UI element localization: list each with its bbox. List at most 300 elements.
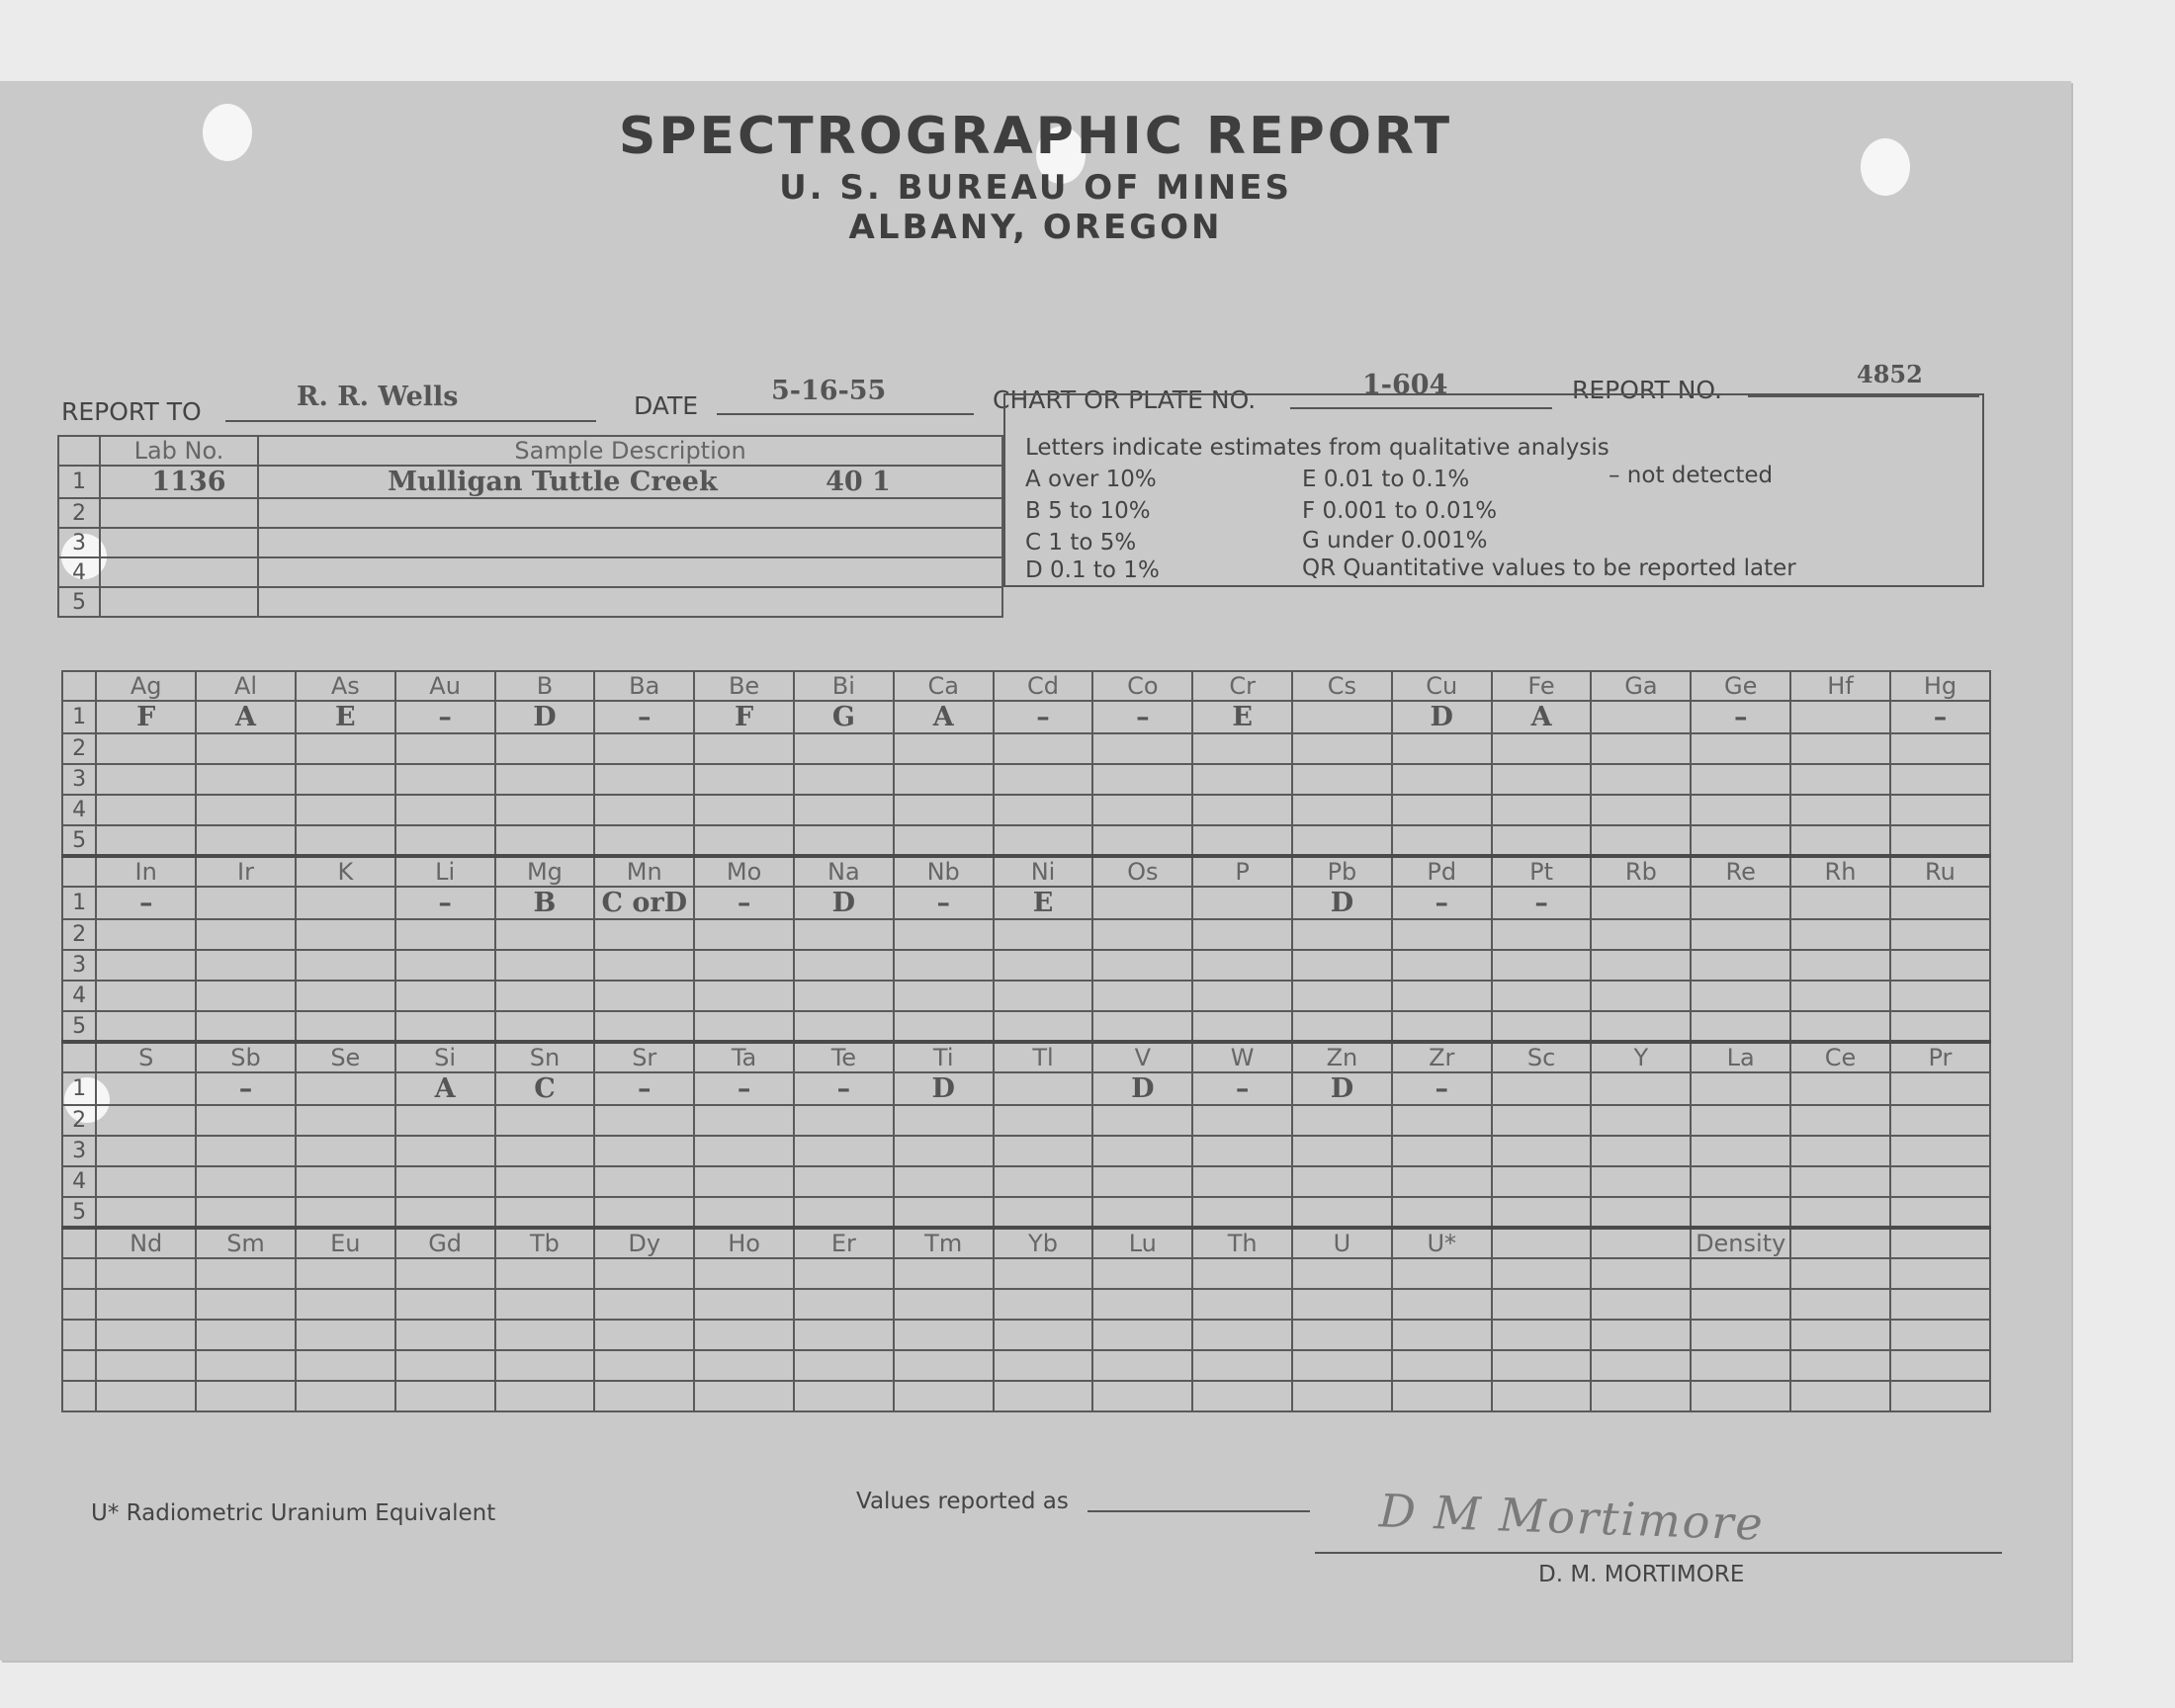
row-number: 2 [62, 919, 96, 950]
element-estimate-cell [1691, 1197, 1790, 1228]
agency-name: U. S. BUREAU OF MINES [779, 168, 1292, 208]
element-estimate-cell: F [694, 701, 794, 733]
element-symbol-header: La [1691, 1042, 1790, 1072]
element-symbol-header: Mn [594, 856, 694, 887]
element-estimate-cell: E [1192, 701, 1292, 733]
element-estimate-cell [196, 1011, 296, 1042]
element-symbol-header: Cd [994, 671, 1093, 701]
element-data-row [62, 733, 1990, 764]
element-estimate-cell [1092, 919, 1192, 950]
element-estimate-cell [495, 1136, 595, 1166]
element-estimate-cell: – [1492, 887, 1592, 919]
element-estimate-cell [694, 1197, 794, 1228]
element-estimate-cell [594, 1289, 694, 1320]
element-estimate-cell: – [395, 887, 495, 919]
element-estimate-cell [1292, 764, 1392, 795]
row-number-header [62, 671, 96, 701]
element-symbol-header: Re [1691, 856, 1790, 887]
element-estimate-cell [994, 950, 1093, 981]
element-estimate-cell: – [96, 887, 196, 919]
element-estimate-cell [96, 1289, 196, 1320]
element-symbol-header: V [1092, 1042, 1192, 1072]
element-estimate-cell [196, 1197, 296, 1228]
element-estimate-cell [1691, 1350, 1790, 1381]
element-estimate-cell [894, 825, 994, 856]
element-estimate-cell [1092, 1105, 1192, 1136]
element-estimate-cell [395, 764, 495, 795]
element-estimate-cell [296, 764, 395, 795]
element-symbol-header: Ni [994, 856, 1093, 887]
element-estimate-cell [794, 1289, 894, 1320]
element-symbol-header: Bi [794, 671, 894, 701]
element-symbol-header: Al [196, 671, 296, 701]
element-estimate-cell [794, 1258, 894, 1289]
element-data-row [62, 1136, 1990, 1166]
element-data-row [62, 701, 1990, 733]
element-estimate-cell [1691, 1136, 1790, 1166]
element-estimate-cell [1890, 1166, 1990, 1197]
element-estimate-cell [994, 825, 1093, 856]
element-estimate-cell [296, 1350, 395, 1381]
element-estimate-cell [1890, 1381, 1990, 1411]
element-estimate-cell [1092, 733, 1192, 764]
element-estimate-cell [495, 950, 595, 981]
element-estimate-cell [894, 1350, 994, 1381]
element-estimate-cell [794, 733, 894, 764]
element-estimate-cell [994, 1350, 1093, 1381]
element-estimate-cell [1591, 1258, 1691, 1289]
element-estimate-cell [1192, 825, 1292, 856]
element-estimate-cell [1092, 1320, 1192, 1350]
element-estimate-cell [395, 795, 495, 825]
element-estimate-cell [694, 1258, 794, 1289]
element-estimate-cell [1890, 981, 1990, 1011]
element-symbol-header: Yb [994, 1228, 1093, 1258]
element-symbol-header: Pd [1392, 856, 1492, 887]
element-estimate-cell [1192, 1136, 1292, 1166]
element-symbol-header [1890, 1228, 1990, 1258]
element-estimate-cell [594, 825, 694, 856]
element-estimate-cell [894, 950, 994, 981]
element-estimate-cell [1890, 1258, 1990, 1289]
lab-no-cell [100, 498, 258, 528]
element-estimate-cell [1790, 733, 1890, 764]
element-estimate-cell [694, 1166, 794, 1197]
element-estimate-cell [1492, 733, 1592, 764]
legend-a: A over 10% [1025, 467, 1157, 492]
element-estimate-cell [694, 825, 794, 856]
element-symbol-header: U [1292, 1228, 1392, 1258]
element-estimate-cell [1591, 1072, 1691, 1105]
element-symbol-header: Ru [1890, 856, 1990, 887]
element-estimate-cell [1392, 1258, 1492, 1289]
element-symbol-header: Cs [1292, 671, 1392, 701]
element-estimate-cell [296, 795, 395, 825]
element-estimate-cell [1691, 1320, 1790, 1350]
row-number: 5 [58, 587, 100, 617]
element-estimate-cell [296, 1136, 395, 1166]
element-estimate-cell [296, 1072, 395, 1105]
element-symbol-header: Se [296, 1042, 395, 1072]
element-estimate-cell [1492, 795, 1592, 825]
element-estimate-cell: F [96, 701, 196, 733]
element-estimate-cell [794, 1197, 894, 1228]
element-estimate-cell [1192, 1011, 1292, 1042]
element-symbol-header: Si [395, 1042, 495, 1072]
element-estimate-cell [694, 1350, 794, 1381]
element-symbol-header: Ho [694, 1228, 794, 1258]
element-estimate-cell [1492, 919, 1592, 950]
element-estimate-cell [894, 1258, 994, 1289]
sample-description-header: Sample Description [258, 436, 1002, 466]
element-symbol-header: Th [1192, 1228, 1292, 1258]
element-estimate-cell [694, 1105, 794, 1136]
element-estimate-cell [1292, 1166, 1392, 1197]
element-estimate-cell [196, 1320, 296, 1350]
element-estimate-cell [296, 981, 395, 1011]
element-estimate-cell [395, 1136, 495, 1166]
element-estimate-cell: D [1092, 1072, 1192, 1105]
element-estimate-cell [196, 733, 296, 764]
element-symbol-header: Rh [1790, 856, 1890, 887]
element-symbol-header [1790, 1228, 1890, 1258]
element-estimate-cell [395, 1011, 495, 1042]
element-estimate-cell [1790, 1350, 1890, 1381]
row-number: 4 [62, 795, 96, 825]
element-symbol-header: Te [794, 1042, 894, 1072]
element-estimate-cell [1591, 950, 1691, 981]
element-estimate-cell [395, 825, 495, 856]
element-estimate-cell [296, 1381, 395, 1411]
element-header-row [62, 1042, 1990, 1072]
element-estimate-cell: – [1890, 701, 1990, 733]
element-estimate-cell: A [1492, 701, 1592, 733]
element-estimate-cell [794, 919, 894, 950]
legend-qr: QR Quantitative values to be reported later [1302, 555, 1796, 581]
element-estimate-cell [96, 825, 196, 856]
element-estimate-cell [1192, 764, 1292, 795]
element-symbol-header: Sb [196, 1042, 296, 1072]
element-estimate-cell [1591, 1289, 1691, 1320]
element-estimate-cell [96, 1166, 196, 1197]
element-estimate-cell [1092, 764, 1192, 795]
element-estimate-cell [1092, 825, 1192, 856]
row-number [62, 1258, 96, 1289]
legend-e: E 0.01 to 0.1% [1302, 467, 1470, 492]
element-estimate-cell [1691, 1011, 1790, 1042]
element-estimate-cell [1790, 1197, 1890, 1228]
element-estimate-cell [1790, 1381, 1890, 1411]
element-data-row [62, 1258, 1990, 1289]
element-symbol-header: Mo [694, 856, 794, 887]
element-symbol-header: Os [1092, 856, 1192, 887]
element-estimate-cell [495, 1381, 595, 1411]
element-estimate-cell [96, 1381, 196, 1411]
element-estimate-cell [1591, 887, 1691, 919]
element-estimate-cell [1492, 1197, 1592, 1228]
element-estimate-cell [994, 1289, 1093, 1320]
date-line [717, 413, 974, 415]
element-symbol-header: Density [1691, 1228, 1790, 1258]
element-estimate-cell [296, 1166, 395, 1197]
element-symbol-header: Ca [894, 671, 994, 701]
element-estimate-cell: D [1392, 701, 1492, 733]
element-estimate-cell [296, 1105, 395, 1136]
element-estimate-cell: A [196, 701, 296, 733]
row-number: 5 [62, 825, 96, 856]
element-estimate-cell [894, 1166, 994, 1197]
element-estimate-cell [1790, 701, 1890, 733]
element-estimate-cell [196, 1289, 296, 1320]
legend-f: F 0.001 to 0.01% [1302, 498, 1498, 524]
element-estimate-cell [196, 825, 296, 856]
row-number: 2 [58, 498, 100, 528]
element-estimate-cell [1691, 825, 1790, 856]
row-number: 1 [62, 1072, 96, 1105]
element-estimate-cell [1492, 1166, 1592, 1197]
element-estimate-cell [1591, 1166, 1691, 1197]
row-number: 2 [62, 1105, 96, 1136]
element-estimate-cell [894, 981, 994, 1011]
element-estimate-cell: – [594, 701, 694, 733]
element-estimate-cell [1392, 919, 1492, 950]
element-estimate-cell [1492, 1320, 1592, 1350]
element-estimate-cell [196, 795, 296, 825]
element-estimate-cell [1691, 981, 1790, 1011]
legend-heading: Letters indicate estimates from qualitative analysis [1025, 435, 1610, 461]
element-estimate-cell [1492, 1258, 1592, 1289]
signature: D M Mortimore [1378, 1484, 1766, 1551]
element-symbol-header: Ti [894, 1042, 994, 1072]
element-estimate-cell [1292, 1258, 1392, 1289]
sample-description-cell [258, 466, 1002, 498]
row-number: 4 [58, 557, 100, 587]
element-estimate-cell [1392, 1136, 1492, 1166]
element-estimate-cell [1292, 1197, 1392, 1228]
element-estimate-cell [1192, 887, 1292, 919]
element-estimate-cell [1691, 1289, 1790, 1320]
element-estimate-cell [495, 733, 595, 764]
element-estimate-cell [1492, 981, 1592, 1011]
row-number: 1 [58, 466, 100, 498]
element-estimate-cell [196, 1136, 296, 1166]
element-estimate-cell [994, 1105, 1093, 1136]
element-estimate-cell [395, 1289, 495, 1320]
element-estimate-cell [1492, 1289, 1592, 1320]
lab-no-cell [100, 557, 258, 587]
element-estimate-cell [994, 733, 1093, 764]
element-estimate-cell [296, 887, 395, 919]
signer-name: D. M. MORTIMORE [1538, 1562, 1745, 1587]
element-estimate-cell [395, 733, 495, 764]
signature-line [1315, 1552, 2002, 1554]
element-symbol-header: Lu [1092, 1228, 1192, 1258]
element-estimate-cell [1890, 1289, 1990, 1320]
sample-description-cell [258, 587, 1002, 617]
row-number: 3 [62, 950, 96, 981]
element-estimate-cell: – [196, 1072, 296, 1105]
element-estimate-cell [894, 1289, 994, 1320]
element-symbol-header: Tm [894, 1228, 994, 1258]
element-estimate-cell [594, 1258, 694, 1289]
element-symbol-header: Tb [495, 1228, 595, 1258]
element-estimate-cell [894, 1320, 994, 1350]
element-symbol-header: Sm [196, 1228, 296, 1258]
element-estimate-cell [594, 733, 694, 764]
element-estimate-cell [1292, 950, 1392, 981]
element-symbol-header: S [96, 1042, 196, 1072]
element-estimate-cell: – [994, 701, 1093, 733]
element-estimate-cell [96, 733, 196, 764]
legend-box [1003, 393, 1984, 587]
row-number-header [62, 856, 96, 887]
element-estimate-cell [1591, 825, 1691, 856]
element-symbol-header: Co [1092, 671, 1192, 701]
element-estimate-cell: – [1192, 1072, 1292, 1105]
element-symbol-header: Be [694, 671, 794, 701]
element-data-row [62, 1289, 1990, 1320]
element-estimate-cell [894, 764, 994, 795]
element-symbol-header: Ag [96, 671, 196, 701]
element-estimate-cell [495, 919, 595, 950]
element-estimate-cell [994, 919, 1093, 950]
element-estimate-cell: E [296, 701, 395, 733]
element-estimate-cell [594, 795, 694, 825]
row-number [62, 1289, 96, 1320]
element-symbol-header: Pt [1492, 856, 1592, 887]
element-estimate-cell [1790, 825, 1890, 856]
element-estimate-cell [1691, 950, 1790, 981]
element-estimate-cell [96, 950, 196, 981]
element-estimate-cell [495, 825, 595, 856]
element-estimate-cell [994, 764, 1093, 795]
element-symbol-header: U* [1392, 1228, 1492, 1258]
element-estimate-cell [794, 795, 894, 825]
element-estimate-cell [594, 1166, 694, 1197]
element-estimate-cell [1292, 1136, 1392, 1166]
row-number: 1 [62, 887, 96, 919]
element-estimate-cell [1492, 1350, 1592, 1381]
report-to-value: R. R. Wells [297, 382, 459, 412]
element-estimate-cell [395, 919, 495, 950]
element-estimate-cell [894, 1136, 994, 1166]
element-estimate-cell [1392, 795, 1492, 825]
element-estimate-cell [1192, 1289, 1292, 1320]
element-estimate-cell [594, 950, 694, 981]
legend-d: D 0.1 to 1% [1025, 557, 1160, 583]
element-estimate-cell [495, 1289, 595, 1320]
element-symbol-header: B [495, 671, 595, 701]
element-symbol-header: Nd [96, 1228, 196, 1258]
element-estimate-cell [296, 1320, 395, 1350]
element-data-row [62, 1105, 1990, 1136]
row-number [62, 1350, 96, 1381]
element-estimate-cell [1492, 1011, 1592, 1042]
element-estimate-cell [994, 1197, 1093, 1228]
element-estimate-cell [694, 733, 794, 764]
element-estimate-cell [1292, 919, 1392, 950]
element-estimate-cell [296, 733, 395, 764]
element-estimate-cell: D [1292, 1072, 1392, 1105]
element-estimate-cell: A [894, 701, 994, 733]
row-number: 4 [62, 1166, 96, 1197]
element-estimate-cell [794, 1320, 894, 1350]
lab-no-header: Lab No. [100, 436, 258, 466]
element-estimate-cell [196, 887, 296, 919]
element-estimate-cell [1292, 795, 1392, 825]
element-data-row [62, 825, 1990, 856]
element-symbol-header: Li [395, 856, 495, 887]
element-estimate-cell [196, 1258, 296, 1289]
element-estimate-cell [495, 1197, 595, 1228]
sample-description-cell [258, 498, 1002, 528]
element-estimate-cell [1092, 1011, 1192, 1042]
element-estimate-cell [994, 1072, 1093, 1105]
element-estimate-cell [96, 1258, 196, 1289]
element-estimate-cell [1292, 1320, 1392, 1350]
element-estimate-cell: – [794, 1072, 894, 1105]
element-estimate-cell [1691, 733, 1790, 764]
element-estimate-cell [894, 1197, 994, 1228]
element-estimate-cell: D [894, 1072, 994, 1105]
element-estimate-cell [1192, 733, 1292, 764]
element-symbol-header: Zr [1392, 1042, 1492, 1072]
element-estimate-cell [1492, 1381, 1592, 1411]
element-estimate-cell [594, 1197, 694, 1228]
agency-location: ALBANY, OREGON [848, 208, 1223, 247]
element-estimate-cell [694, 1136, 794, 1166]
legend-c: C 1 to 5% [1025, 530, 1137, 555]
element-estimate-cell [1890, 764, 1990, 795]
element-symbol-header: Hf [1790, 671, 1890, 701]
element-estimate-cell [495, 795, 595, 825]
element-symbol-header: Y [1591, 1042, 1691, 1072]
element-estimate-cell [1092, 950, 1192, 981]
element-estimate-cell [495, 1258, 595, 1289]
element-estimate-cell [96, 1136, 196, 1166]
element-estimate-cell [1292, 1289, 1392, 1320]
lab-no-cell: 1136 [100, 466, 258, 498]
element-estimate-cell [694, 1289, 794, 1320]
row-number: 3 [62, 1136, 96, 1166]
element-estimate-cell [1691, 1381, 1790, 1411]
element-symbol-header: Nb [894, 856, 994, 887]
element-estimate-cell [1591, 1136, 1691, 1166]
element-estimate-cell [994, 1136, 1093, 1166]
element-estimate-cell [1790, 981, 1890, 1011]
element-estimate-cell [495, 1350, 595, 1381]
row-number-header [58, 436, 100, 466]
element-estimate-cell [1790, 950, 1890, 981]
element-symbol-header: Ga [1591, 671, 1691, 701]
element-estimate-cell [1890, 733, 1990, 764]
element-estimate-cell [395, 950, 495, 981]
element-estimate-cell [96, 919, 196, 950]
element-estimate-cell [296, 1011, 395, 1042]
element-estimate-cell [1392, 825, 1492, 856]
element-estimate-cell [1790, 1166, 1890, 1197]
row-number: 2 [62, 733, 96, 764]
element-symbol-header: Mg [495, 856, 595, 887]
element-estimate-cell [495, 1166, 595, 1197]
element-estimate-cell [694, 1381, 794, 1411]
element-estimate-cell [1691, 1258, 1790, 1289]
element-estimate-cell [894, 733, 994, 764]
element-estimate-cell [894, 1105, 994, 1136]
element-estimate-cell: – [694, 887, 794, 919]
element-estimate-cell [96, 1105, 196, 1136]
element-estimate-cell [1492, 1105, 1592, 1136]
